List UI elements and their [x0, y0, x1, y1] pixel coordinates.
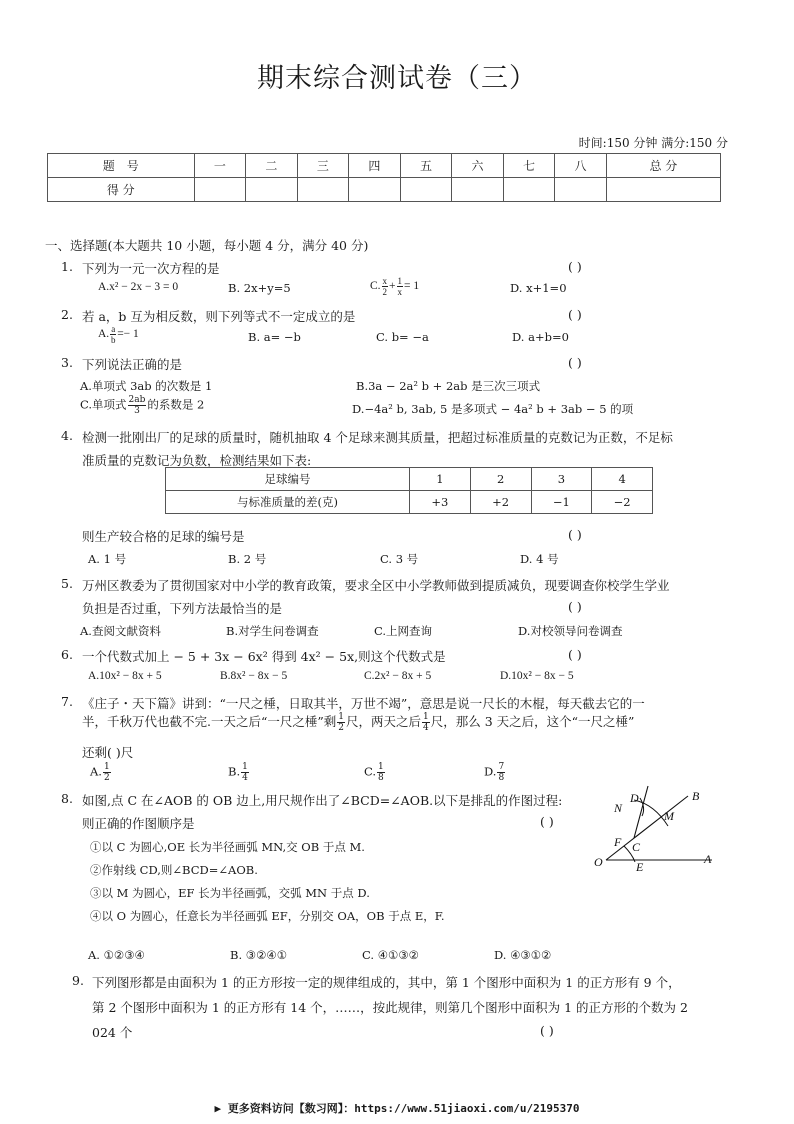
q8-line2: 则正确的作图顺序是 — [82, 816, 195, 831]
fraction-denominator: 8 — [378, 773, 384, 783]
footer-link[interactable]: ▶ 更多资料访问【数习网】：https://www.51jiaoxi.com/u/2195370 — [214, 1102, 580, 1115]
score-cell[interactable] — [452, 178, 504, 202]
q8-step-2: ②作射线 CD,则∠BCD=∠AOB. — [90, 863, 258, 877]
q1-text: 下列为一元一次方程的是 — [82, 261, 220, 276]
q7-line3: 还剩( )尺 — [82, 745, 134, 760]
fraction-numerator: 1 — [397, 276, 403, 286]
q8-line1: 如图,点 C 在∠AOB 的 OB 边上,用尺规作出了∠BCD=∠AOB.以下是排乱的作图过程: — [82, 793, 563, 808]
label-a: A — [704, 852, 712, 866]
q4-line1: 检测一批刚出厂的足球的质量时，随机抽取 4 个足球来测其质量，把超过标准质量的克数记为正数，不足标 — [82, 430, 673, 445]
q4-answer-paren[interactable]: ( ) — [568, 527, 582, 542]
score-cell[interactable] — [194, 178, 246, 202]
q8-number: 8. — [61, 791, 73, 806]
q6-option-b: B.8x² − 8x − 5 — [220, 670, 288, 682]
q7-option-a — [90, 762, 112, 783]
q2-option-a — [98, 324, 139, 345]
q2-option-a-suffix: =− 1 — [117, 328, 139, 341]
q3-number: 3. — [61, 355, 73, 370]
q1-option-c-prefix: C. — [370, 280, 381, 293]
q9-line2: 第 2 个图形中面积为 1 的正方形有 14 个，……，按此规律，则第几个图形中面积为 1 的正方形的个数为 2 — [92, 1000, 688, 1015]
q7-line2 — [82, 712, 634, 733]
fraction-numerator: 2ab — [128, 395, 146, 405]
q7-option-d — [484, 762, 506, 783]
score-value-row — [48, 178, 721, 202]
q6-option-a: A.10x² − 8x + 5 — [88, 670, 162, 682]
q3-option-d: D.−4a² b, 3ab, 5 是多项式 − 4a² b + 3ab − 5 的项 — [352, 402, 634, 416]
label-m: M — [664, 809, 674, 823]
score-cell[interactable] — [246, 178, 298, 202]
football-table — [165, 467, 653, 514]
q3-option-c-suffix: 的系数是 2 — [147, 397, 205, 412]
q2-number: 2. — [61, 307, 73, 322]
football-cell: 1 — [410, 468, 471, 491]
score-header-cell: 三 — [297, 154, 349, 178]
q2-answer-paren[interactable]: ( ) — [568, 307, 582, 322]
q6-number: 6. — [61, 647, 73, 662]
fraction — [103, 762, 111, 783]
fraction-denominator: 4 — [423, 723, 429, 733]
q3-answer-paren[interactable]: ( ) — [568, 355, 582, 370]
q7-option-b-letter: B. — [228, 764, 241, 779]
arc-mn — [634, 800, 668, 826]
q5-line2: 负担是否过重，下列方法最恰当的是 — [82, 601, 283, 616]
q7-option-c-letter: C. — [364, 764, 377, 779]
fraction-numerator: 1 — [423, 712, 429, 722]
q6-text: 一个代数式加上 − 5 + 3x − 6x² 得到 4x² − 5x,则这个代数式是 — [82, 649, 446, 664]
q9-line3: 024 个 — [92, 1025, 133, 1040]
fraction-numerator: 1 — [338, 712, 344, 722]
q7-number: 7. — [61, 694, 73, 709]
label-n: N — [614, 801, 623, 815]
angle-construction-figure — [588, 782, 718, 874]
plus-sign: + — [389, 280, 396, 293]
q7-line1: 《庄子・天下篇》讲到：“一尺之棰，日取其半，万世不竭”，意思是说一尺长的木棍，每天截去它的一 — [82, 696, 645, 711]
fraction-denominator: 8 — [498, 773, 505, 783]
score-header-cell: 五 — [400, 154, 452, 178]
fraction-numerator: a — [111, 324, 116, 334]
q5-option-a: A.查阅文献资料 — [80, 624, 161, 638]
q3-option-c-prefix: C.单项式 — [80, 397, 127, 412]
score-header-cell: 题 号 — [48, 154, 195, 178]
q1-option-c — [370, 276, 419, 297]
q8-option-a: A. ①②③④ — [88, 948, 145, 962]
football-cell: 与标准质量的差(克) — [166, 491, 410, 514]
fraction-numerator: 1 — [242, 762, 248, 772]
q7-option-d-letter: D. — [484, 764, 497, 779]
score-header-row — [48, 154, 721, 178]
q5-number: 5. — [61, 576, 73, 591]
q8-step-3: ③以 M 为圆心，EF 长为半径画弧，交弧 MN 于点 D. — [90, 886, 370, 900]
fraction-denominator: 2 — [103, 773, 110, 783]
q9-number: 9. — [72, 973, 84, 988]
q8-option-c: C. ④①③② — [362, 948, 419, 962]
exam-meta: 时间:150 分钟 满分:150 分 — [578, 136, 728, 150]
q5-line1: 万州区教委为了贯彻国家对中小学的教育政策，要求全区中小学教师做到提质减负，现要调查你校学生学业 — [82, 578, 670, 593]
q1-option-b: B. 2x+y=5 — [228, 281, 291, 295]
q8-option-d: D. ④③①② — [494, 948, 552, 962]
fraction — [382, 276, 389, 297]
fraction-denominator: x — [397, 287, 403, 297]
q2-text: 若 a，b 互为相反数，则下列等式不一定成立的是 — [82, 309, 356, 324]
q2-option-b: B. a= −b — [248, 330, 301, 344]
fraction-denominator: 4 — [242, 773, 248, 783]
q5-option-c: C.上网查询 — [374, 624, 433, 638]
fraction-denominator: b — [110, 335, 116, 345]
q2-option-c: C. b= −a — [376, 330, 429, 344]
football-cell: −2 — [592, 491, 653, 514]
score-header-cell: 一 — [194, 154, 246, 178]
q8-answer-paren[interactable]: ( ) — [540, 814, 554, 829]
score-header-cell: 七 — [503, 154, 555, 178]
football-cell: 2 — [470, 468, 531, 491]
score-header-cell: 四 — [349, 154, 401, 178]
fraction-denominator: 2 — [382, 287, 388, 297]
fraction — [337, 712, 345, 733]
q4-option-a: A. 1 号 — [88, 552, 127, 566]
q3-option-c — [80, 395, 204, 416]
fraction — [128, 395, 147, 416]
q4-option-b: B. 2 号 — [228, 552, 267, 566]
score-header-cell: 二 — [246, 154, 298, 178]
q4-line3: 则生产较合格的足球的编号是 — [82, 529, 245, 544]
score-cell[interactable] — [400, 178, 452, 202]
fraction-numerator: x — [382, 276, 388, 286]
q1-answer-paren[interactable]: ( ) — [568, 259, 582, 274]
football-cell: 足球编号 — [166, 468, 410, 491]
q6-option-d: D.10x² − 8x − 5 — [500, 670, 574, 682]
q5-option-d: D.对校领导问卷调查 — [518, 624, 623, 638]
q7-line2-part3: 尺，那么 3 天之后，这个“一尺之棰” — [430, 714, 635, 729]
q3-option-b: B.3a − 2a² b + 2ab 是三次三项式 — [356, 379, 541, 393]
score-header-cell: 总 分 — [606, 154, 720, 178]
q6-option-c: C.2x² − 8x + 5 — [364, 670, 432, 682]
fraction-numerator: 7 — [498, 762, 505, 772]
q5-answer-paren[interactable]: ( ) — [568, 599, 582, 614]
q7-option-c — [364, 762, 386, 783]
score-cell[interactable] — [555, 178, 607, 202]
q4-number: 4. — [61, 428, 73, 443]
q6-answer-paren[interactable]: ( ) — [568, 647, 582, 662]
q4-option-c: C. 3 号 — [380, 552, 419, 566]
q7-option-a-letter: A. — [90, 764, 102, 779]
q1-option-a: A.x² − 2x − 3 = 0 — [98, 281, 179, 293]
section-heading: 一、选择题(本大题共 10 小题，每小题 4 分，满分 40 分) — [45, 238, 369, 253]
q3-text: 下列说法正确的是 — [82, 357, 183, 372]
q7-line2-part2: 尺，两天之后 — [346, 714, 422, 729]
label-b: B — [692, 789, 700, 803]
q8-step-4: ④以 O 为圆心，任意长为半径画弧 EF，分别交 OA，OB 于点 E，F. — [90, 909, 445, 923]
q2-option-d: D. a+b=0 — [512, 330, 569, 344]
football-cell: 4 — [592, 468, 653, 491]
football-cell: 3 — [531, 468, 592, 491]
score-cell[interactable] — [606, 178, 720, 202]
football-cell: +3 — [410, 491, 471, 514]
label-d: D — [630, 791, 639, 805]
football-cell: −1 — [531, 491, 592, 514]
q5-option-b: B.对学生问卷调查 — [226, 624, 319, 638]
q1-option-d: D. x+1=0 — [510, 281, 567, 295]
q2-option-a-prefix: A. — [98, 328, 110, 341]
score-table — [47, 153, 721, 202]
label-e: E — [636, 860, 644, 874]
q9-line1: 下列图形都是由面积为 1 的正方形按一定的规律组成的，其中，第 1 个图形中面积为 1 的正方形有 9 个， — [92, 975, 681, 990]
football-value-row — [166, 491, 653, 514]
fraction — [241, 762, 249, 783]
football-header-row — [166, 468, 653, 491]
score-label-cell: 得 分 — [48, 178, 195, 202]
q1-option-c-suffix: = 1 — [404, 280, 420, 293]
q9-answer-paren[interactable]: ( ) — [540, 1023, 554, 1038]
fraction — [422, 712, 430, 733]
fraction — [110, 324, 116, 345]
score-cell[interactable] — [297, 178, 349, 202]
score-cell[interactable] — [349, 178, 401, 202]
q8-option-b: B. ③②④① — [230, 948, 288, 962]
fraction-numerator: 1 — [378, 762, 384, 772]
q1-number: 1. — [61, 259, 73, 274]
score-header-cell: 六 — [452, 154, 504, 178]
page-title: 期末综合测试卷（三） — [257, 63, 537, 94]
fraction-denominator: 3 — [134, 406, 140, 416]
q8-step-1: ①以 C 为圆心,OE 长为半径画弧 MN,交 OB 于点 M. — [90, 840, 365, 854]
score-cell[interactable] — [503, 178, 555, 202]
fraction-numerator: 1 — [103, 762, 110, 772]
q7-line2-part1: 半，千秋万代也截不完.一天之后“一尺之棰”剩 — [82, 714, 337, 729]
q7-option-b — [228, 762, 250, 783]
q3-option-a: A.单项式 3ab 的次数是 1 — [80, 379, 213, 393]
q4-option-d: D. 4 号 — [520, 552, 559, 566]
fraction — [497, 762, 505, 783]
score-header-cell: 八 — [555, 154, 607, 178]
fraction-denominator: 2 — [338, 723, 344, 733]
q4-line2: 准质量的克数记为负数，检测结果如下表: — [82, 453, 312, 468]
fraction — [377, 762, 385, 783]
label-c: C — [632, 840, 641, 854]
fraction — [397, 276, 404, 297]
football-cell: +2 — [470, 491, 531, 514]
label-o: O — [594, 855, 603, 869]
label-f: F — [614, 835, 622, 849]
